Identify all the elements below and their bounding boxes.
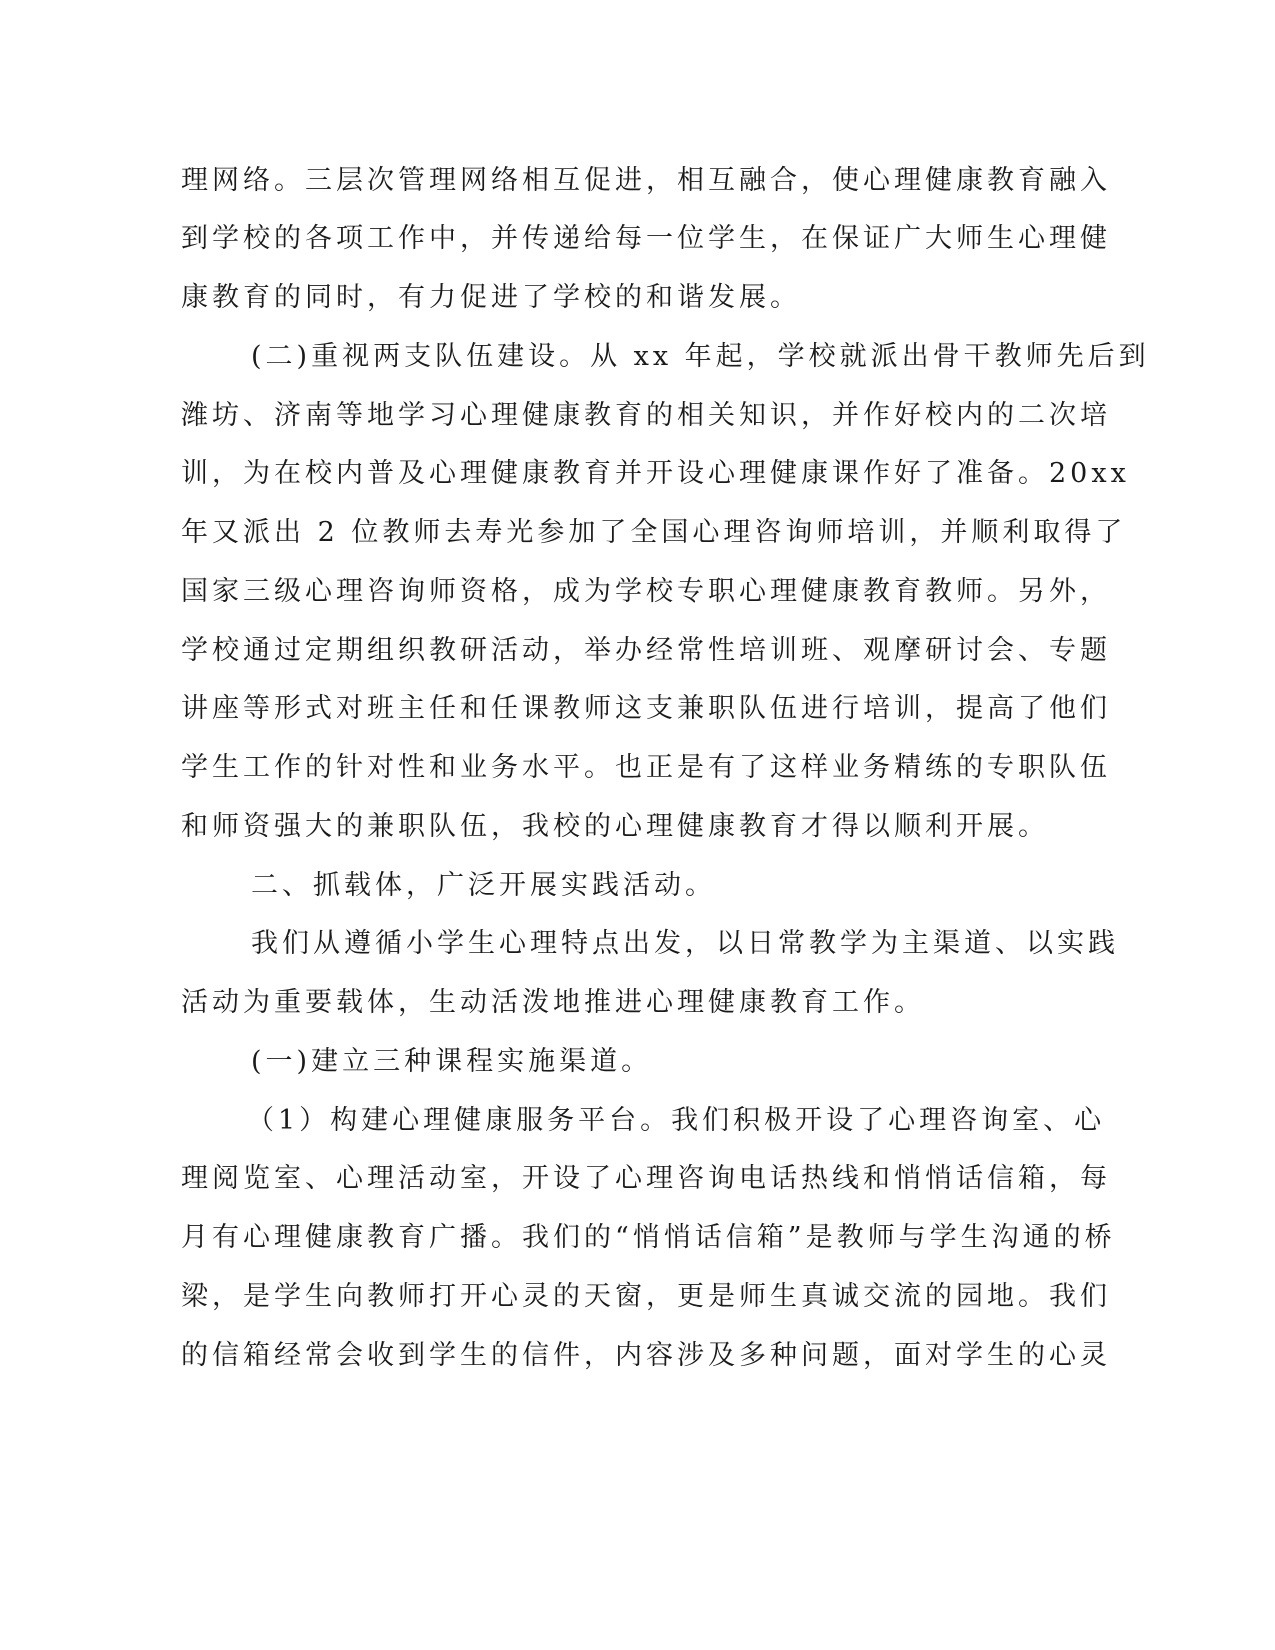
paragraph-start-line: （1）构建心理健康服务平台。我们积极开设了心理咨询室、心 [247,1105,1106,1136]
text-line: 活动为重要载体，生动活泼地推进心理健康教育工作。 [181,987,925,1018]
subsection-heading: (一)建立三种课程实施渠道。 [251,1046,653,1077]
text-line: 月有心理健康教育广播。我们的“悄悄话信箱”是教师与学生沟通的桥 [181,1222,1116,1253]
text-line: 潍坊、济南等地学习心理健康教育的相关知识，并作好校内的二次培 [181,400,1111,431]
text-line: 国家三级心理咨询师资格，成为学校专职心理健康教育教师。另外， [181,576,1111,607]
text-line: 讲座等形式对班主任和任课教师这支兼职队伍进行培训，提高了他们 [181,693,1111,724]
text-line: 学校通过定期组织教研活动，举办经常性培训班、观摩研讨会、专题 [181,635,1111,666]
text-line: 训，为在校内普及心理健康教育并开设心理健康课作好了准备。20xx [181,458,1130,489]
paragraph-start-line: (二)重视两支队伍建设。从 xx 年起，学校就派出骨干教师先后到 [251,341,1150,372]
paragraph-start-line: 我们从遵循小学生心理特点出发，以日常教学为主渠道、以实践 [251,928,1119,959]
text-line: 康教育的同时，有力促进了学校的和谐发展。 [181,282,801,313]
text-line: 理网络。三层次管理网络相互促进，相互融合，使心理健康教育融入 [181,165,1111,196]
text-line: 梁，是学生向教师打开心灵的天窗，更是师生真诚交流的园地。我们 [181,1281,1111,1312]
section-heading: 二、抓载体，广泛开展实践活动。 [251,870,716,901]
text-line: 的信箱经常会收到学生的信件，内容涉及多种问题，面对学生的心灵 [181,1340,1111,1371]
text-line: 年又派出 2 位教师去寿光参加了全国心理咨询师培训，并顺利取得了 [181,517,1127,548]
text-line: 到学校的各项工作中，并传递给每一位学生，在保证广大师生心理健 [181,223,1111,254]
text-line: 学生工作的针对性和业务水平。也正是有了这样业务精练的专职队伍 [181,752,1111,783]
text-line: 理阅览室、心理活动室，开设了心理咨询电话热线和悄悄话信箱，每 [181,1163,1111,1194]
text-line: 和师资强大的兼职队伍，我校的心理健康教育才得以顺利开展。 [181,811,1049,842]
